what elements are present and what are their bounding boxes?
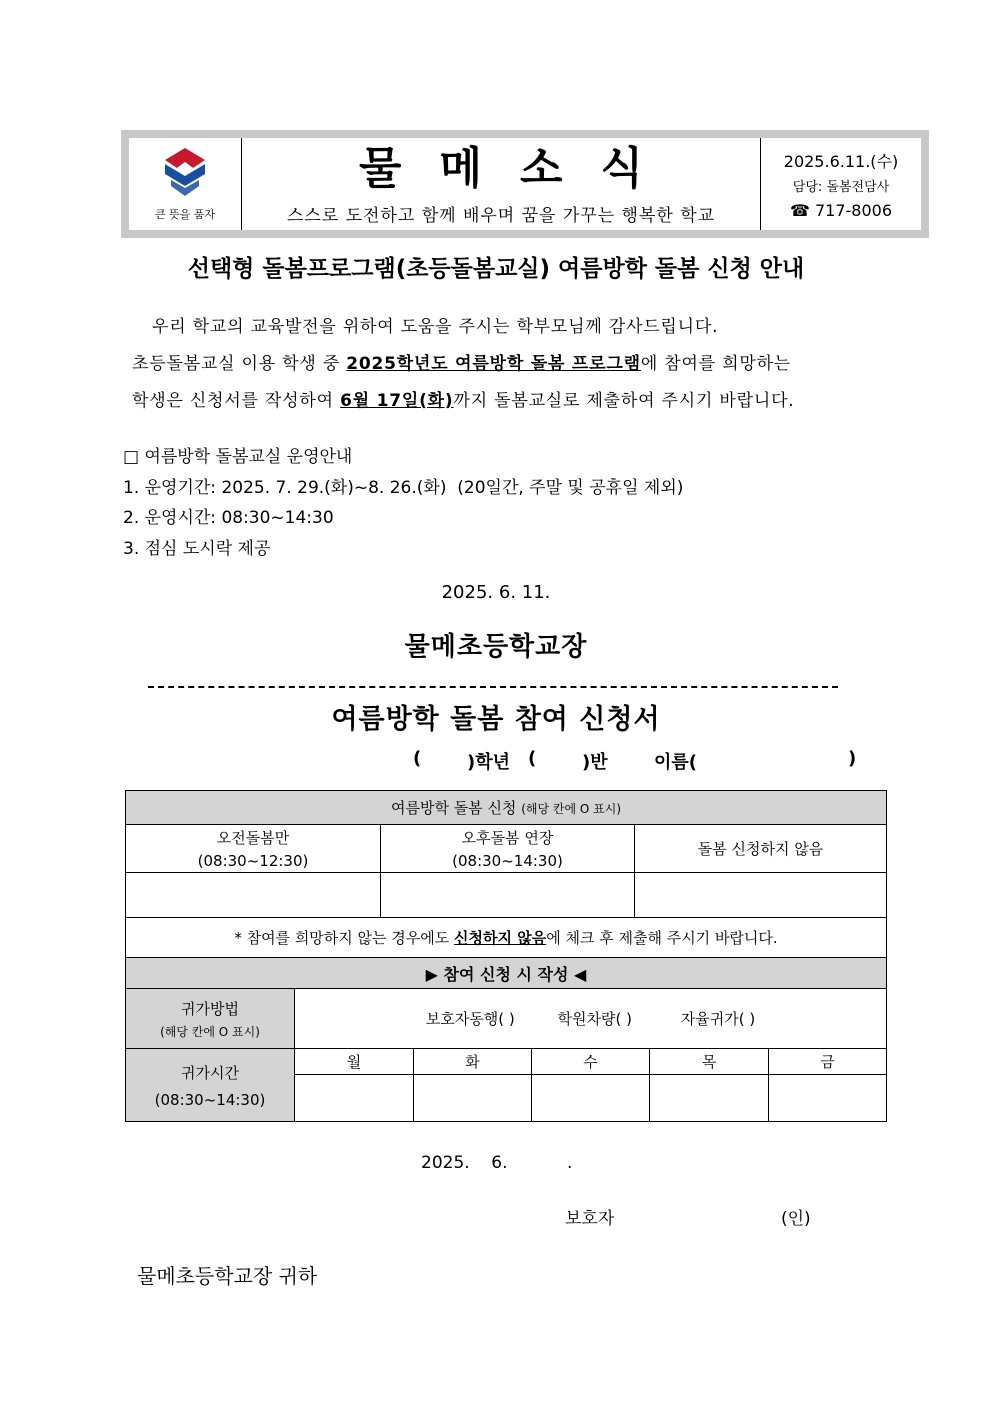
apply-header-label: 여름방학 돌봄 신청 (390, 799, 517, 817)
intro-text-2c: 에 참여를 희망하는 (640, 354, 792, 374)
period-note: (20일간, 주말 및 공휴일 제외) (457, 478, 684, 498)
info-item-lunch: 3. 점심 도시락 제공 (123, 539, 271, 559)
principal-signature: 물메초등학교장 (404, 632, 588, 662)
participate-header: ▶ 참여 신청 시 작성 ◀ (126, 958, 887, 989)
form-title: 여름방학 돌봄 참여 신청서 (331, 704, 661, 735)
return-method-label: 귀가방법 (181, 999, 239, 1018)
contact-phone: ☎ 717-8006 (789, 200, 893, 220)
guardian-label: 보호자 (565, 1209, 615, 1229)
option-morning (126, 825, 381, 873)
footer-date[interactable]: 2025. 6. . (421, 1153, 573, 1173)
intro-paragraph-2 (132, 349, 791, 374)
program-name: 2025학년도 여름방학 돌봄 프로그램 (346, 354, 641, 374)
grade-close[interactable]: )학년 (467, 752, 511, 773)
notice-date: 2025. 6. 11. (441, 582, 551, 603)
newsletter-header (121, 130, 929, 238)
apply-header (126, 791, 887, 825)
intro-paragraph-3 (132, 386, 795, 411)
form-note-text-c: 에 체크 후 제출해 주시기 바랍니다. (546, 929, 778, 947)
school-logo (129, 138, 242, 230)
option-morning-label: 오전돌봄만 (216, 829, 290, 847)
form-note (126, 918, 887, 958)
option-afternoon (381, 825, 635, 873)
day-thu: 목 (650, 1049, 769, 1075)
form-note-emphasis: 신청하지 않음 (454, 929, 547, 947)
intro-paragraph-1 (152, 312, 718, 337)
notice-title: 선택형 돌봄프로그램(초등돌봄교실) 여름방학 돌봄 신청 안내 (187, 256, 805, 282)
deadline-date: 6월 17일(화) (340, 391, 454, 411)
time-cell-mon[interactable] (295, 1075, 414, 1122)
period-text: 1. 운영기간: 2025. 7. 29.(화)~8. 26.(화) (123, 478, 447, 498)
time-cell-tue[interactable] (414, 1075, 532, 1122)
check-cell-morning[interactable] (126, 873, 381, 918)
newsletter-title: 물메소식 (358, 142, 681, 194)
option-afternoon-label: 오후돌봄 연장 (461, 829, 554, 847)
intro-text-3c: 까지 돌봄교실로 제출하여 주시기 바랍니다. (453, 391, 795, 411)
seal-mark: (인) (781, 1209, 811, 1229)
info-item-period (123, 473, 683, 498)
day-mon: 월 (295, 1049, 414, 1075)
class-open: ( (528, 748, 537, 769)
intro-text-3a: 학생은 신청서를 작성하여 (132, 391, 341, 411)
return-time-label: 귀가시간 (181, 1063, 239, 1082)
return-method-note: (해당 칸에 O 표시) (160, 1024, 260, 1039)
grade-open: ( (413, 748, 422, 769)
time-cell-fri[interactable] (769, 1075, 887, 1122)
school-emblem-icon (155, 146, 215, 202)
time-cell-wed[interactable] (532, 1075, 650, 1122)
return-method-label-cell (126, 989, 295, 1049)
apply-header-note: (해당 칸에 O 표시) (521, 802, 622, 816)
check-cell-none[interactable] (635, 873, 887, 918)
return-time-label-cell (126, 1049, 295, 1122)
application-table (125, 790, 887, 989)
class-close[interactable]: )반 (582, 752, 608, 773)
return-time-range: (08:30~14:30) (154, 1090, 266, 1109)
day-wed: 수 (532, 1049, 650, 1075)
option-afternoon-time: (08:30~14:30) (452, 852, 563, 870)
check-cell-afternoon[interactable] (381, 873, 635, 918)
contact-person: 담당: 돌봄전담사 (792, 179, 890, 195)
return-method-options (295, 989, 887, 1049)
issue-date: 2025.6.11.(수) (783, 151, 899, 171)
option-morning-time: (08:30~12:30) (197, 852, 309, 870)
return-table (125, 988, 887, 1122)
method-guardian[interactable]: 보호자동행( ) (425, 1010, 515, 1028)
day-fri: 금 (769, 1049, 887, 1075)
method-academy-bus[interactable]: 학원차량( ) (557, 1010, 632, 1028)
name-open[interactable]: 이름( (654, 752, 698, 773)
name-close: ) (848, 748, 857, 769)
intro-text-2a: 초등돌봄교실 이용 학생 중 (132, 354, 347, 374)
intro-text-1: 우리 학교의 교육발전을 위하여 도움을 주시는 학부모님께 감사드립니다. (152, 317, 719, 337)
logo-text: 큰 뜻을 품자 (154, 208, 216, 221)
form-note-text-a: * 참여를 희망하지 않는 경우에도 (234, 929, 455, 947)
time-cell-thu[interactable] (650, 1075, 769, 1122)
option-none: 돌봄 신청하지 않음 (635, 825, 887, 873)
section-heading: □ 여름방학 돌봄교실 운영안내 (123, 447, 353, 467)
addressee: 물메초등학교장 귀하 (137, 1264, 318, 1288)
day-tue: 화 (414, 1049, 532, 1075)
cut-line (148, 672, 838, 688)
school-motto: 스스로 도전하고 함께 배우며 꿈을 가꾸는 행복한 학교 (286, 205, 716, 226)
method-self[interactable]: 자율귀가( ) (680, 1010, 756, 1028)
info-item-hours: 2. 운영시간: 08:30~14:30 (123, 508, 334, 528)
